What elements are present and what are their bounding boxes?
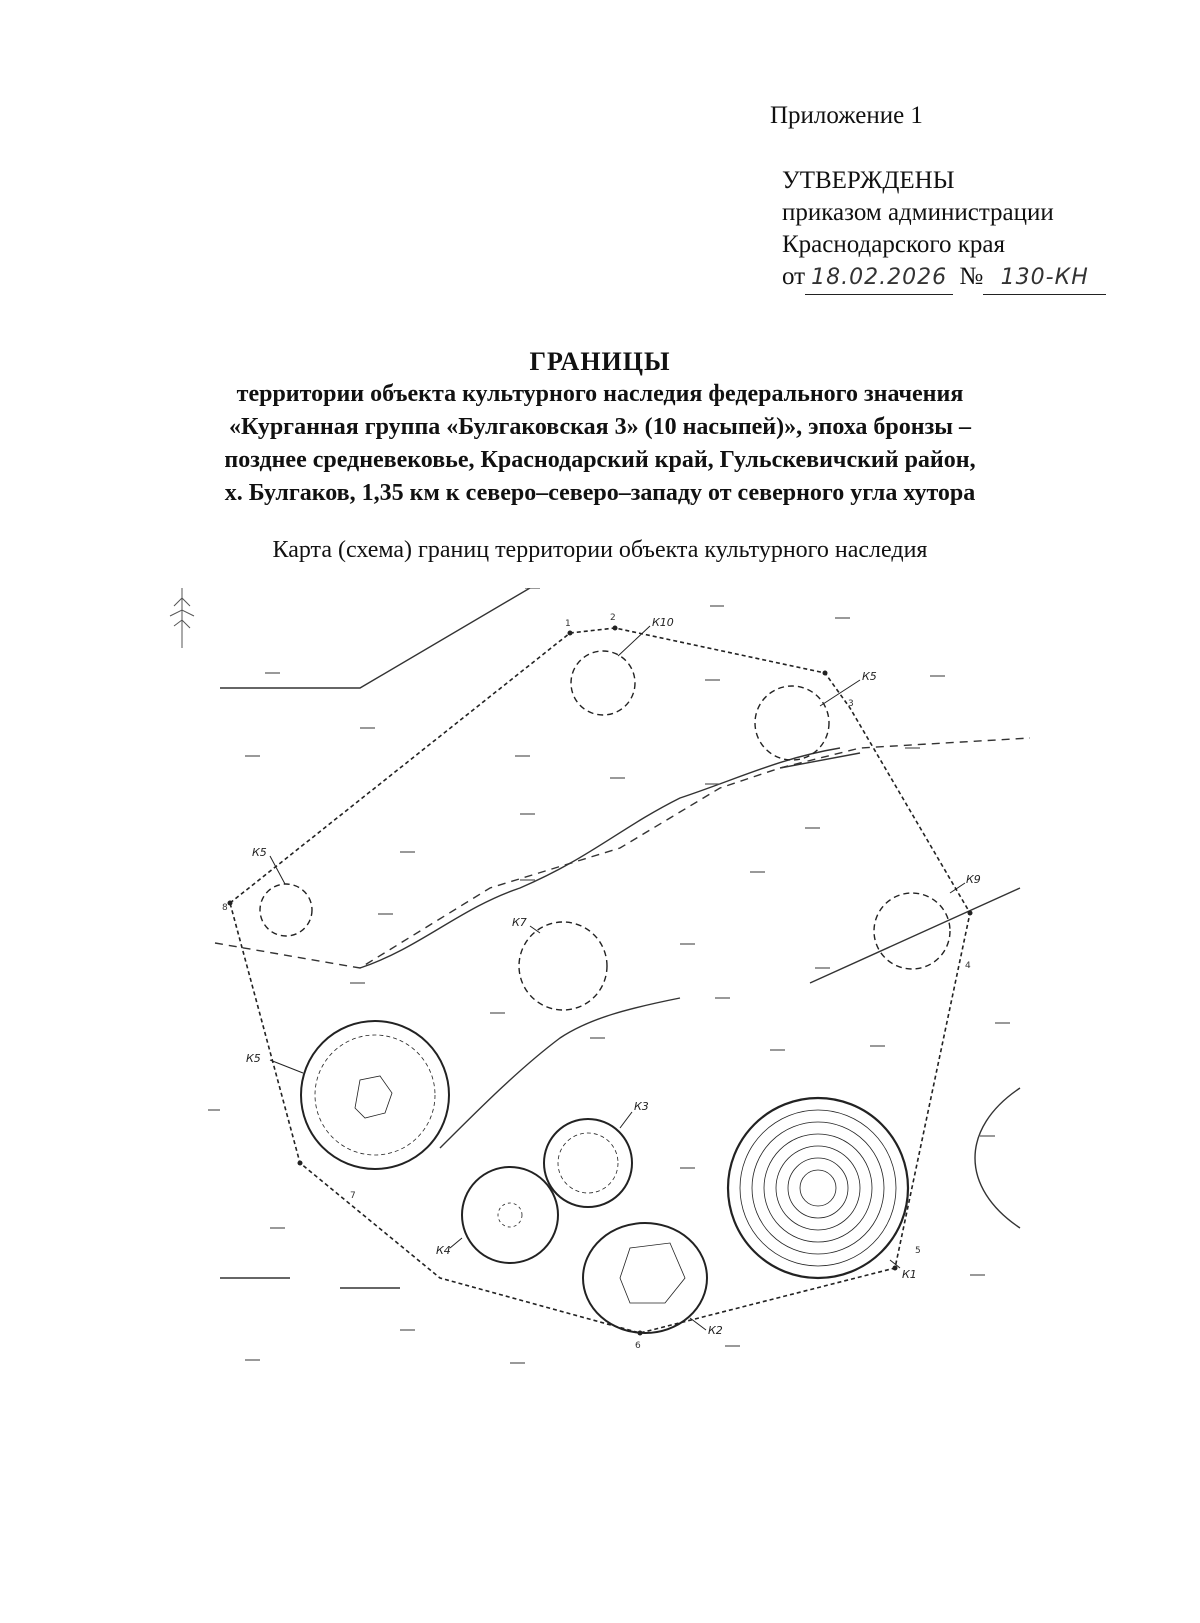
boundary-vertices (228, 626, 973, 1336)
approval-block (782, 165, 1106, 295)
vertex-label: 2 (610, 613, 616, 623)
mound-k7 (519, 922, 607, 1010)
north-arrow-icon (170, 588, 194, 648)
appendix-label: Приложение 1 (770, 102, 923, 129)
vertex-label: 3 (848, 699, 854, 709)
mound-label: К5 (862, 670, 877, 683)
elevation-spot-marks (208, 588, 1010, 1363)
vertex-label: 1 (565, 619, 571, 629)
boundary-map (160, 588, 1060, 1388)
mound-label: К1 (902, 1268, 917, 1281)
mound-k6 (755, 686, 829, 760)
mound-k3 (544, 1119, 632, 1207)
mounds (260, 651, 950, 1333)
approved-line2: Краснодарского края (782, 231, 1005, 258)
vertex-label: 6 (635, 1341, 641, 1351)
map-subtitle: Карта (схема) границ территории объекта культурного наследия (272, 537, 928, 563)
mound-labels (246, 616, 981, 1337)
vertex-label: 7 (350, 1191, 356, 1201)
mound-k4 (462, 1167, 558, 1263)
date-prefix: от (782, 263, 806, 290)
mound-k10 (571, 651, 635, 715)
mound-label: К5 (252, 846, 267, 859)
title-line4: х. Булгаков, 1,35 км к северо–северо–западу от северного угла хутора (224, 480, 976, 506)
title-line2: «Курганная группа «Булгаковская 3» (10 насыпей)», эпоха бронзы – (229, 414, 971, 440)
approved-line1: приказом администрации (782, 199, 1054, 226)
title-heading: ГРАНИЦЫ (529, 347, 671, 376)
number-prefix: № (959, 263, 984, 290)
mound-label: К10 (652, 616, 674, 629)
approval-date-number (782, 261, 1106, 295)
mound-k8 (260, 884, 312, 936)
title-line3: позднее средневековье, Краснодарский край, Гульскевичский район, (224, 447, 976, 473)
territory-boundary (230, 628, 970, 1333)
vertex-label: 5 (915, 1246, 921, 1256)
title-line1: территории объекта культурного наследия федерального значения (236, 381, 964, 407)
document-title (0, 345, 1200, 510)
mound-label: К4 (436, 1244, 451, 1257)
mound-label: К7 (512, 916, 527, 929)
date-value-handwritten: 18.02.2026 (805, 262, 953, 295)
mound-k1 (728, 1098, 908, 1278)
mound-k9 (874, 893, 950, 969)
mound-label: К2 (708, 1324, 723, 1337)
mound-k5 (301, 1021, 449, 1169)
mound-k2 (583, 1223, 707, 1333)
vertex-label: 4 (965, 961, 971, 971)
number-value-handwritten: 130-КН (983, 262, 1106, 295)
vertex-label: 8 (222, 903, 228, 913)
mound-label: К9 (966, 873, 981, 886)
approved-title: УТВЕРЖДЕНЫ (782, 167, 955, 194)
mound-label: К3 (634, 1100, 649, 1113)
mound-label: К5 (246, 1052, 261, 1065)
